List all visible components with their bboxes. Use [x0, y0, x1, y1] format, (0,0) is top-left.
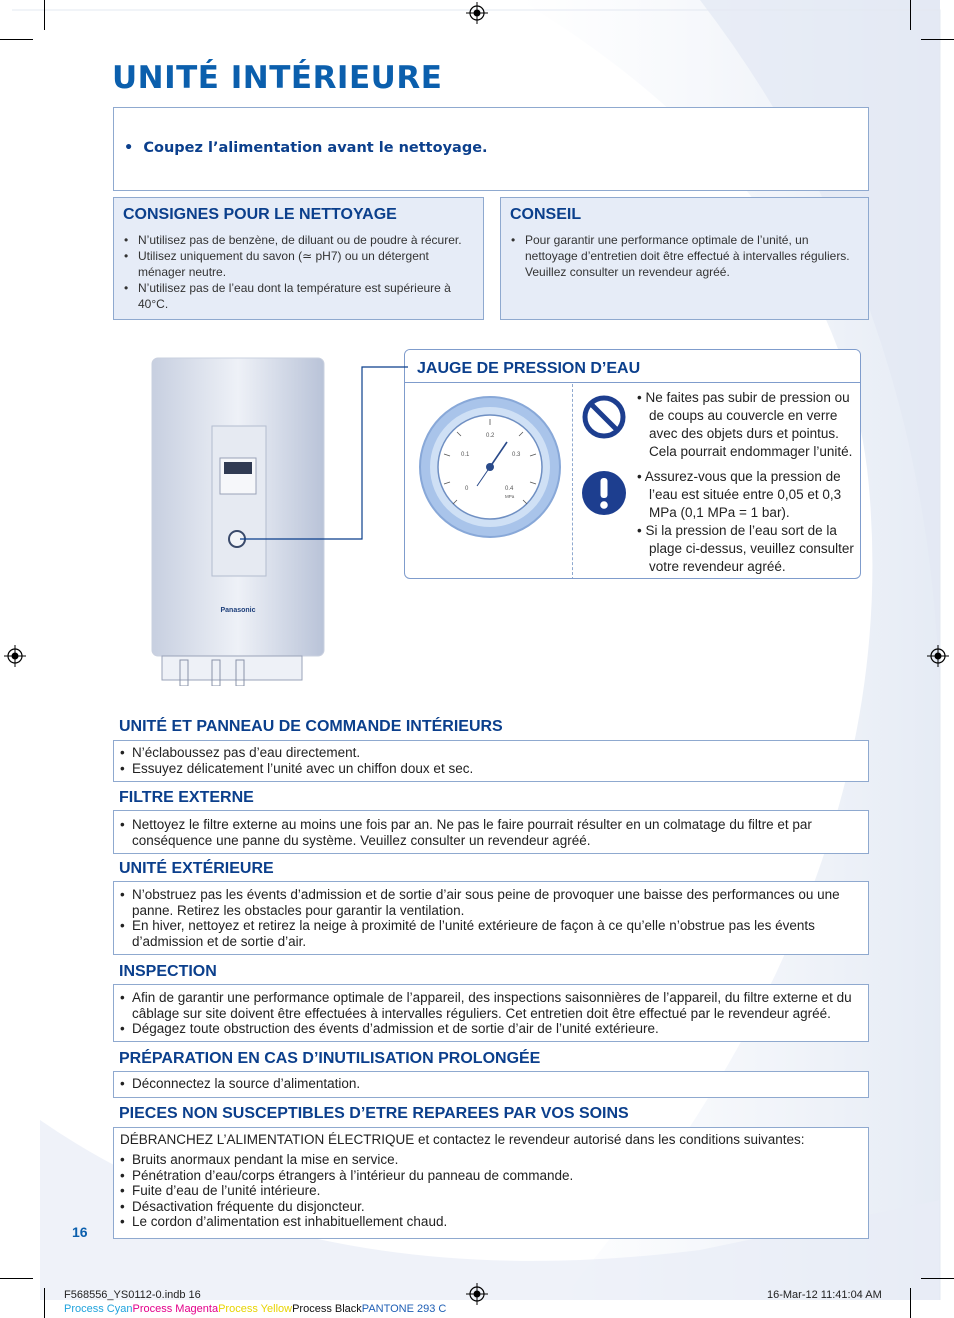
section-box-filter [113, 810, 869, 854]
caution-text: • Assurez-vous que la pression de l’eau est située entre 0,05 et 0,3 MPa (0,1 MPa = 1 bar). • Si la pression de l’eau sort de la plage ci-dessus, veuillez consulter votre revendeur agréé. [637, 469, 854, 574]
advice-title: CONSEIL [510, 206, 582, 223]
gauge-tick-0: 0 [465, 486, 469, 492]
section-title-inspection: INSPECTION [119, 963, 217, 980]
registration-mark-icon [466, 2, 488, 24]
list-item: • N’éclaboussez pas d’eau directement. [120, 745, 862, 761]
section-box-long-disuse [113, 1071, 869, 1098]
page-title: UNITÉ INTÉRIEURE [112, 60, 443, 96]
section-title-long-disuse: PRÉPARATION EN CAS D’INUTILISATION PROLONGÉE [119, 1050, 541, 1067]
list-item: • Désactivation fréquente du disjoncteur. [120, 1199, 862, 1215]
list-item: • N’utilisez pas de l’eau dont la température est supérieure à 40°C. [124, 280, 475, 312]
list-item: • Pénétration d’eau/corps étrangers à l’intérieur du panneau de commande. [120, 1168, 862, 1184]
prohibition-text: • Ne faites pas subir de pression ou de coups au couvercle en verre avec des objets durs et pointus. Cela pourrait endommager l’unité. [637, 390, 853, 459]
section-box-indoor-panel [113, 740, 869, 782]
slug-color-black: Process Black [292, 1303, 362, 1315]
gauge-tick-4: 0.4 [505, 486, 514, 492]
page-number: 16 [72, 1224, 88, 1240]
slug-color-pantone: PANTONE 293 C [361, 1303, 447, 1315]
crop-mark [44, 1288, 45, 1318]
section-box-inspection [113, 984, 869, 1042]
section-box-non-serviceable [113, 1127, 869, 1239]
crop-mark [44, 0, 45, 30]
list-item: • Bruits anormaux pendant la mise en service. [120, 1152, 862, 1168]
crop-mark [921, 39, 954, 40]
pressure-gauge-panel [404, 349, 861, 579]
list-item: • Le cordon d’alimentation est inhabituellement chaud. [120, 1214, 862, 1230]
gauge-tick-3: 0.3 [512, 452, 521, 458]
list-item: • Déconnectez la source d’alimentation. [120, 1076, 862, 1092]
cleaning-instructions-box [113, 197, 484, 320]
gauge-title: JAUGE DE PRESSION D’EAU [417, 360, 641, 377]
device-brand-label: Panasonic [220, 607, 256, 614]
crop-mark [0, 39, 33, 40]
list-item: • Afin de garantir une performance optimale de l’appareil, des inspections saisonnières de l’appareil, du filtre externe et du câblage sur site doivent être effectuées à intervalles réguliers. Cet entretien doit être effectué par le revendeur agréé. [120, 990, 862, 1021]
warning-box [113, 107, 869, 191]
slug-color-yellow: Process Yellow [218, 1303, 293, 1315]
section-title-non-serviceable: PIECES NON SUSCEPTIBLES D’ETRE REPAREES PAR VOS SOINS [119, 1105, 629, 1122]
slug-file: F568556_YS0112-0.indb 16 [64, 1289, 201, 1301]
list-item: • Pour garantir une performance optimale de l’unité, un nettoyage d’entretien doit être effectué à intervalles réguliers. Veuillez consulter un revendeur agréé. [511, 232, 860, 280]
pressure-gauge-icon [417, 394, 563, 540]
prohibition-icon [581, 394, 627, 440]
cleaning-list [124, 232, 475, 312]
slug-date: 16-Mar-12 11:41:04 AM [767, 1289, 882, 1301]
crop-mark [910, 1288, 911, 1318]
list-item: • Nettoyez le filtre externe au moins une fois par an. Ne pas le faire pourrait résulter en un colmatage du filtre et par conséquence une panne du système. Veuillez consulter un revendeur agréé. [120, 817, 862, 848]
gauge-header [405, 350, 860, 383]
list-item: • En hiver, nettoyez et retirez la neige à proximité de l’unité extérieure de façon à ce qu’elle n’obstrue pas les évents d’admission et de sortie d’air. [120, 918, 862, 949]
list-item: • Fuite d’eau de l’unité intérieure. [120, 1183, 862, 1199]
section-intro: DÉBRANCHEZ L’ALIMENTATION ÉLECTRIQUE et contactez le revendeur autorisé dans les conditions suivantes: [120, 1132, 805, 1147]
registration-mark-icon [466, 1283, 488, 1305]
list-item: • Dégagez toute obstruction des évents d’admission et de sortie d’air de l’unité extérieure. [120, 1021, 862, 1037]
slug-color-magenta: Process Magenta [132, 1303, 219, 1315]
advice-list [511, 232, 860, 280]
crop-mark [0, 1278, 33, 1279]
warning-text: • Coupez l’alimentation avant le nettoyage. [124, 140, 488, 156]
list-item: • N’utilisez pas de benzène, de diluant ou de poudre à récurer. [124, 232, 475, 248]
list-item: • Utilisez uniquement du savon (≃ pH7) ou un détergent ménager neutre. [124, 248, 475, 280]
indoor-unit-illustration [150, 356, 326, 686]
slug-color-cyan: Process Cyan [64, 1303, 133, 1315]
gauge-tick-1: 0.1 [461, 452, 470, 458]
crop-mark [921, 1278, 954, 1279]
section-title-outdoor: UNITÉ EXTÉRIEURE [119, 860, 274, 877]
cleaning-title: CONSIGNES POUR LE NETTOYAGE [123, 206, 397, 223]
gauge-unit: MPa [505, 494, 515, 499]
divider [572, 384, 573, 579]
list-item: • Essuyez délicatement l’unité avec un chiffon doux et sec. [120, 761, 862, 777]
section-box-outdoor [113, 881, 869, 955]
caution-exclamation-icon [581, 470, 627, 516]
section-title-filter: FILTRE EXTERNE [119, 789, 254, 806]
list-item: • N’obstruez pas les évents d’admission et de sortie d’air sous peine de provoquer une baisse des performances ou une panne. Retirez les obstacles pour garantir la ventilation. [120, 887, 862, 918]
slug-color-list [64, 1303, 446, 1315]
gauge-tick-2: 0.2 [486, 433, 495, 439]
advice-box [500, 197, 869, 320]
section-title-indoor-panel: UNITÉ ET PANNEAU DE COMMANDE INTÉRIEURS [119, 718, 503, 735]
registration-mark-icon [4, 645, 26, 667]
registration-mark-icon [927, 645, 949, 667]
crop-mark [910, 0, 911, 30]
